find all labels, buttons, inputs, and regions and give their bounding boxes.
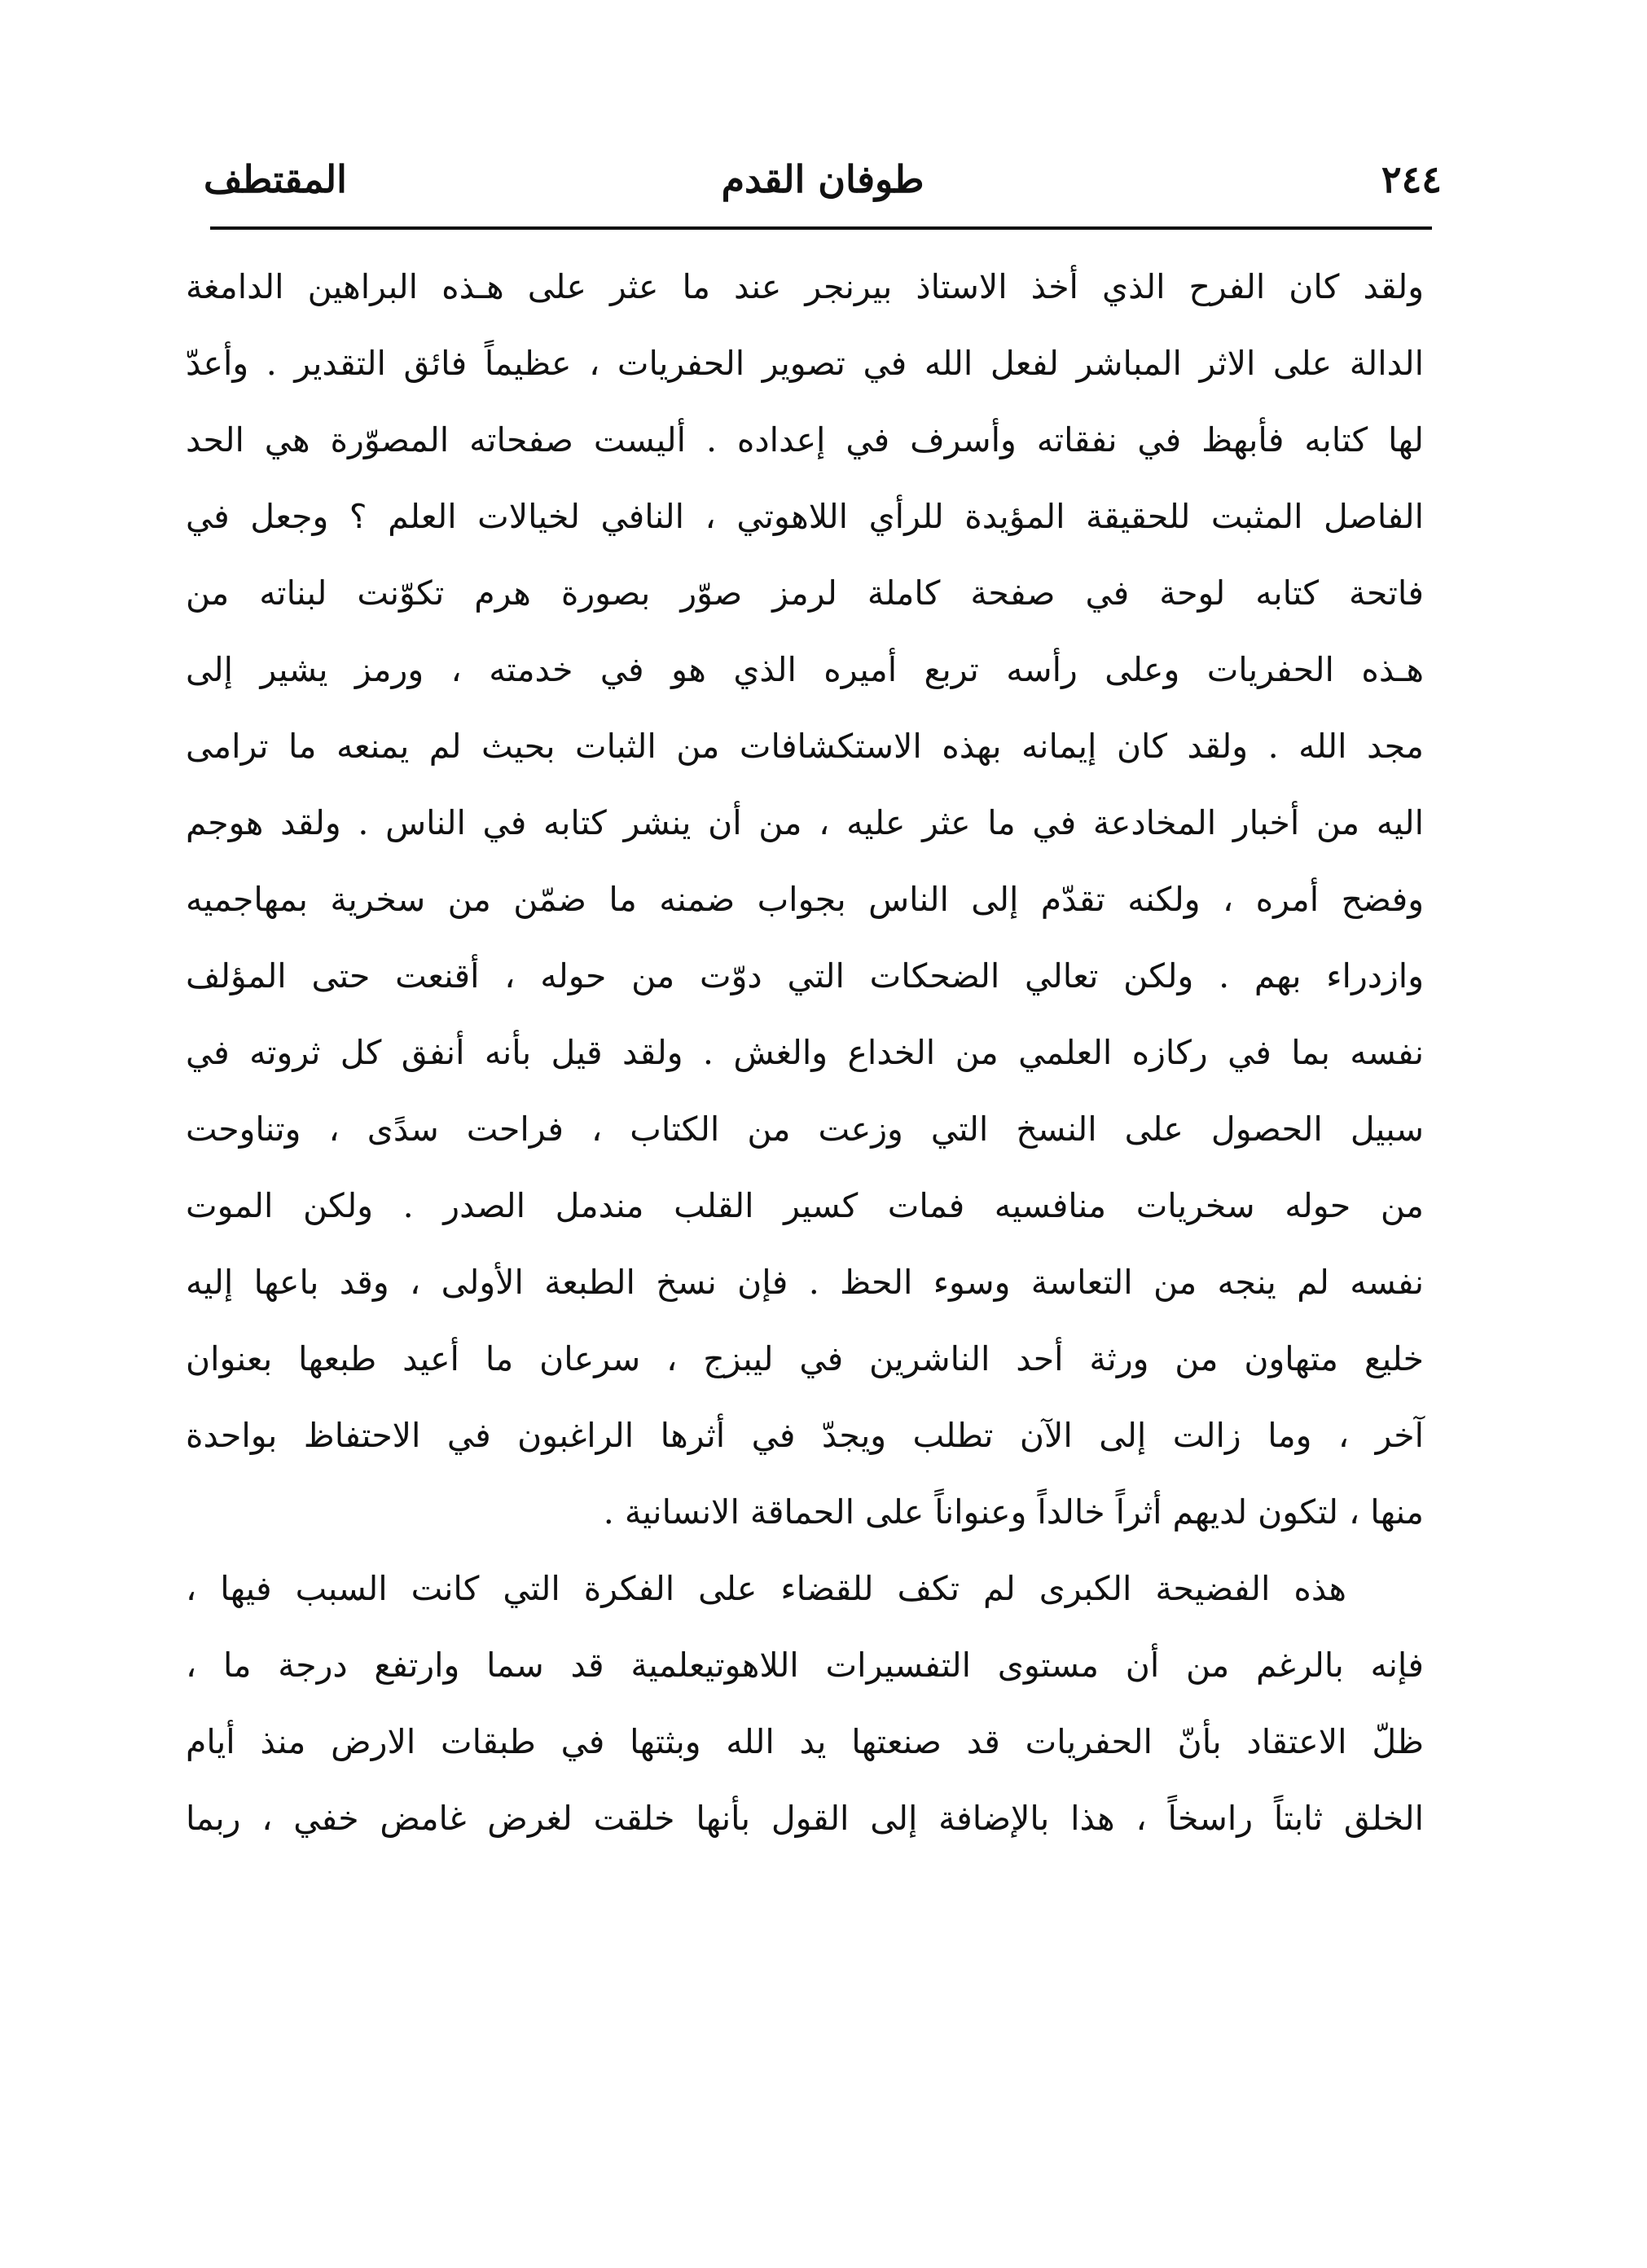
header-rule (210, 226, 1432, 230)
text-line: الفاصل المثبت للحقيقة المؤيدة للرأي اللاهوتي ، النافي لخيالات العلم ؟ وجعل في (186, 497, 1424, 536)
text-line: اليه من أخبار المخادعة في ما عثر عليه ، من أن ينشر كتابه في الناس . ولقد هوجم (186, 803, 1424, 842)
text-line: الدالة على الاثر المباشر لفعل الله في تصوير الحفريات ، عظيماً فائق التقدير . وأعدّ (186, 344, 1424, 383)
text-line: الخلق ثابتاً راسخاً ، هذا بالإضافة إلى القول بأنها خلقت لغرض غامض خفي ، ربما (186, 1799, 1424, 1838)
text-line: نفسه بما في ركازه العلمي من الخداع والغش . ولقد قيل بأنه أنفق كل ثروته في (186, 1033, 1424, 1072)
text-line: مجد الله . ولقد كان إيمانه بهذه الاستكشافات من الثبات بحيث لم يمنعه ما ترامى (186, 727, 1424, 766)
journal-name: المقتطف (204, 157, 347, 201)
text-line: سبيل الحصول على النسخ التي وزعت من الكتاب ، فراحت سدًى ، وتناوحت (186, 1110, 1424, 1149)
page-number: ٢٤٤ (1381, 157, 1442, 201)
running-title: طوفان القدم (721, 157, 925, 201)
paragraph-end-line: منها ، لتكون لديهم أثراً خالداً وعنواناً على الحماقة الانسانية . (603, 1492, 1424, 1532)
text-line: ولقد كان الفرح الذي أخذ الاستاذ بيرنجر عند ما عثر على هـذه البراهين الدامغة (186, 267, 1424, 306)
text-line: ظلّ الاعتقاد بأنّ الحفريات قد صنعتها يد الله وبثتها في طبقات الارض منذ أيام (186, 1722, 1424, 1761)
text-line: وفضح أمره ، ولكنه تقدّم إلى الناس بجواب ضمنه ما ضمّن من سخرية بمهاجميه (186, 880, 1424, 919)
text-line: وازدراء بهم . ولكن تعالي الضحكات التي دوّت من حوله ، أقنعت حتى المؤلف (186, 956, 1424, 996)
text-line: فإنه بالرغم من أن مستوى التفسيرات اللاهوتيعلمية قد سما وارتفع درجة ما ، (186, 1646, 1424, 1685)
text-line: من حوله سخريات منافسيه فمات كسير القلب مندمل الصدر . ولكن الموت (186, 1186, 1424, 1225)
page-header (204, 147, 1442, 212)
text-line: خليع متهاون من ورثة أحد الناشرين في ليبزج ، سرعان ما أعيد طبعها بعنوان (186, 1339, 1424, 1378)
paragraph-start-line: هذه الفضيحة الكبرى لم تكف للقضاء على الفكرة التي كانت السبب فيها ، (186, 1569, 1346, 1608)
text-line: آخر ، وما زالت إلى الآن تطلب ويجدّ في أثرها الراغبون في الاحتفاظ بواحدة (186, 1416, 1424, 1455)
text-line: فاتحة كتابه لوحة في صفحة كاملة لرمز صوّر بصورة هرم تكوّنت لبناته من (186, 574, 1424, 613)
text-line: نفسه لم ينجه من التعاسة وسوء الحظ . فإن نسخ الطبعة الأولى ، وقد باعها إليه (186, 1263, 1424, 1302)
text-line: هـذه الحفريات وعلى رأسه تربع أميره الذي هو في خدمته ، ورمز يشير إلى (186, 650, 1424, 689)
text-line: لها كتابه فأبهظ في نفقاته وأسرف في إعداده . أليست صفحاته المصوّرة هي الحد (186, 420, 1424, 459)
article-body (186, 248, 1424, 1857)
